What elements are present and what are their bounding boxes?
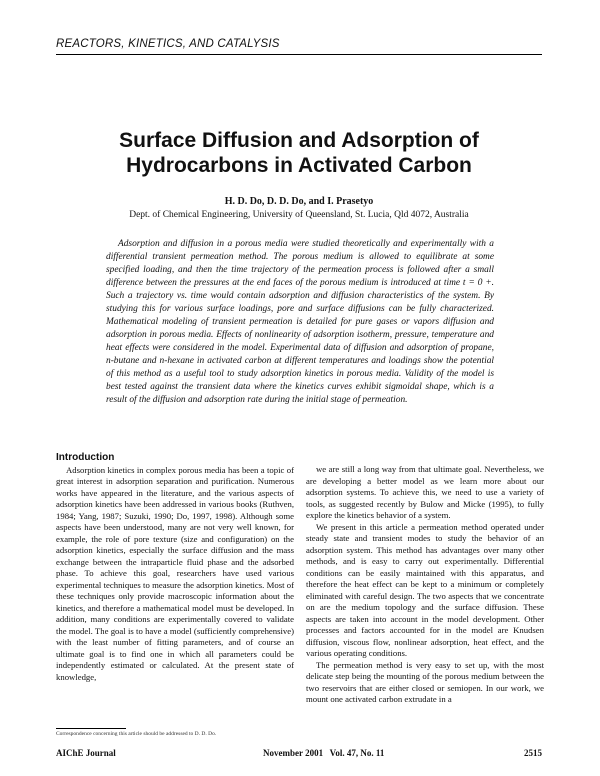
affiliation: Dept. of Chemical Engineering, University of Queensland, St. Lucia, Qld 4072, Australia — [129, 210, 469, 220]
correspondence-footnote: Correspondence concerning this article should be addressed to D. D. Do. — [56, 731, 217, 737]
page-number: 2515 — [524, 748, 542, 758]
footnote-divider — [56, 728, 126, 729]
left-column — [56, 452, 294, 683]
right-paragraph-2: We present in this article a permeation method operated under steady state and transient modes to study the behavior of an adsorption system. This method has advantages over many other methods, and is easy to carry out experimentally. Differential conditions can be easily maintained with this apparatus, and therefore the heat effect can be kept to a minimum or completely eliminated with careful design. The two aspects that we concentrate on are the medium topology and the surface diffusion. These aspects are taken into account in the model development. Other processes and factors accounted for in the model are Knudsen diffusion, viscous flow, nonlinear adsorption, heat effect, and the various operating conditions. — [306, 521, 544, 658]
abstract: Adsorption and diffusion in a porous media were studied theoretically and experimentally with a differential transient permeation method. The porous medium is allowed to equilibrate at some specified loading, and then the time trajectory of the permeation process is followed after a small difference between the pressures at the end faces of the porous medium is introduced at time t = 0 +. Such a trajectory vs. time would contain adsorption and diffusion characteristics of the system. By studying this for various surface loadings, pore and surface diffusions can be fully characterized. Mathematical modeling of transient permeation is detailed for pure gases or vapors diffusion and adsorption in porous media. Effects of nonlinearity of adsorption isotherm, pressure, temperature and heat effects were considered in the model. Experimental data of diffusion and adsorption of propane, n-butane and n-hexane in activated carbon at different temperatures and loadings show the potential of this method as a useful tool to study adsorption kinetics in porous media. Validity of the model is best tested against the transient data where the kinetics curves exhibit sigmoidal shape, which is a result of the diffusion and adsorption rate during the initial stage of permeation. — [106, 239, 494, 405]
footer-issue: November 2001 Vol. 47, No. 11 — [263, 748, 385, 758]
footer-journal: AIChE Journal — [56, 748, 116, 758]
right-paragraph-3: The permeation method is very easy to set up, with the most delicate step being the mounting of the porous medium between the two reservoirs that are either closed or semiopen. In our work, we mount one activated carbon extrudate in a — [306, 659, 544, 704]
right-column — [306, 464, 544, 706]
section-header: REACTORS, KINETICS, AND CATALYSIS — [56, 38, 542, 55]
right-paragraph-1: we are still a long way from that ultimate goal. Nevertheless, we are developing a better model as we learn more about our adsorption systems. To achieve this, we need to use a variety of tools, as suggested recently by Bulow and Micke (1995), to fully explore the kinetics behavior of a system. — [306, 464, 544, 520]
introduction-heading: Introduction — [56, 452, 115, 463]
left-paragraph: Adsorption kinetics in complex porous media has been a topic of great interest in adsorption separation and purification. Numerous works have appeared in the literature, and the various aspects of adsorption kinetics have been addressed in various books (Ruthven, 1984; Yang, 1987; Suzuki, 1990; Do, 1997, 1998). Although some aspects have been understood, many are not very well known, for example, the role of pore texture (size and configuration) on the adsorption kinetics, especially the surface diffusion and the mass exchange between the intraparticle fluid phase and the adsorbed phase. To achieve this goal, researchers have used various experimental techniques to measure the adsorption kinetics. Most of these techniques only provide macroscopic information about the kinetics, and therefore a mathematical model must be developed. In addition, many conditions are experimentally covered to validate the model. The goal is to have a model (sufficiently comprehensive) with the least number of fitting parameters, and of course an ultimate goal is to find one in which all parameters could be independently estimated or calculated. At the present state of knowledge, — [56, 464, 294, 682]
article-title: Surface Diffusion and Adsorption of Hydrocarbons in Activated Carbon — [119, 129, 479, 177]
author-list: H. D. Do, D. D. Do, and I. Prasetyo — [224, 196, 374, 207]
